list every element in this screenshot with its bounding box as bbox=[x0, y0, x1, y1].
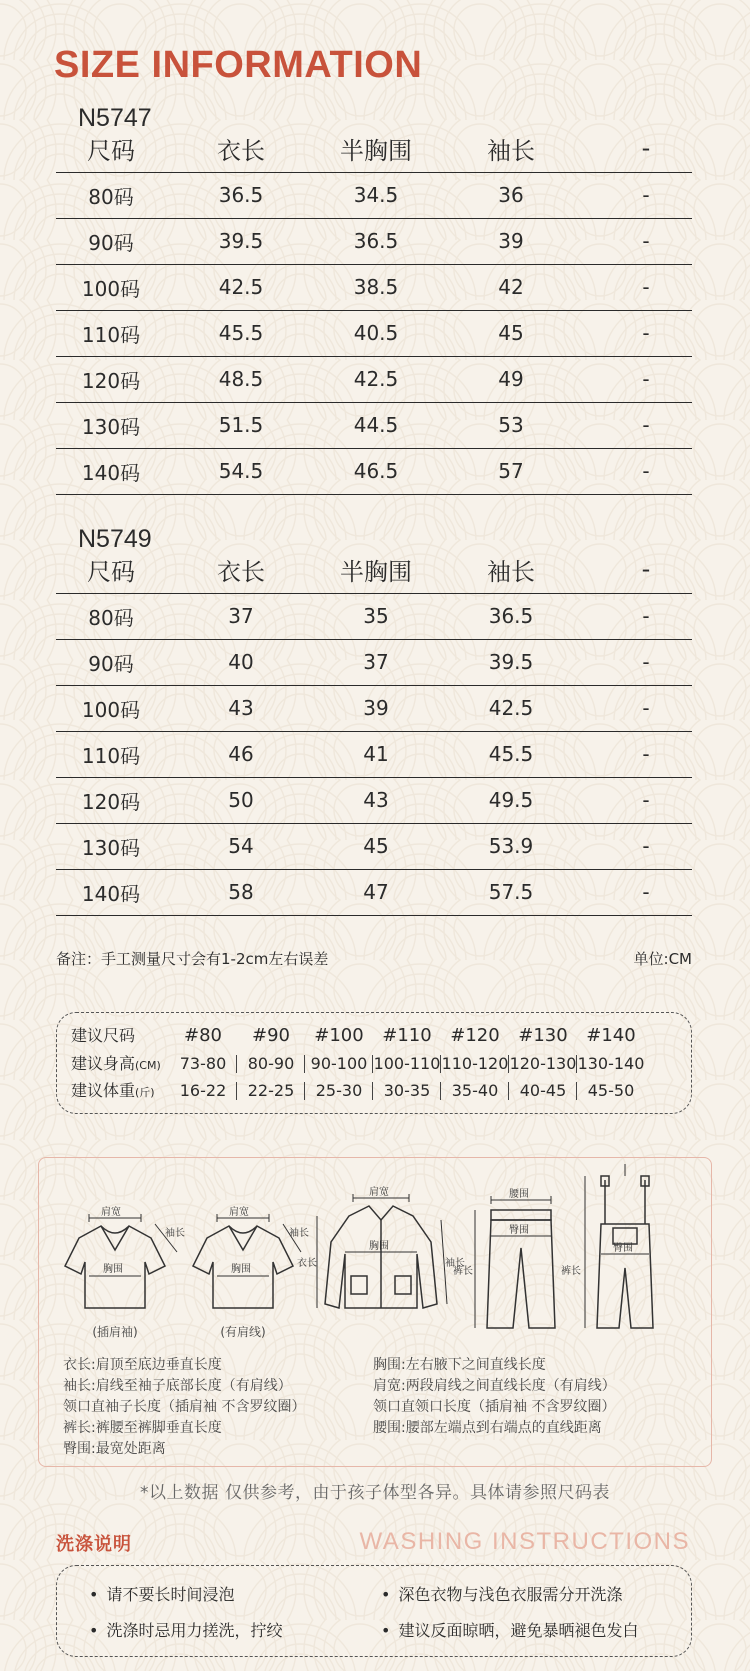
half-chest-cell: 34.5 bbox=[353, 183, 399, 207]
length-label: 衣长 bbox=[297, 1258, 317, 1269]
column-divider bbox=[236, 1055, 237, 1073]
table-row bbox=[56, 823, 692, 870]
height-label-text: 建议身高 bbox=[71, 1054, 136, 1073]
rec-size-row bbox=[57, 1023, 693, 1049]
shoulder-line-tshirt-icon bbox=[193, 1214, 301, 1308]
length-cell: 54.5 bbox=[218, 459, 264, 483]
washing-instructions-box bbox=[56, 1565, 692, 1657]
rec-size-value: #100 bbox=[314, 1025, 364, 1046]
shoulder-label: 肩宽 bbox=[369, 1187, 389, 1198]
extra-cell: - bbox=[642, 459, 650, 483]
half-chest-cell: 43 bbox=[363, 788, 389, 812]
size-cell: 140码 bbox=[81, 460, 141, 485]
length-cell: 39.5 bbox=[218, 229, 264, 253]
rec-size-value: #110 bbox=[382, 1025, 432, 1046]
rec-weight-value: 22-25 bbox=[247, 1081, 295, 1100]
rec-weight-label bbox=[71, 1078, 155, 1104]
size-cell: 110码 bbox=[81, 322, 141, 347]
rec-weight-value: 25-30 bbox=[315, 1081, 363, 1100]
extra-cell: - bbox=[642, 275, 650, 299]
rec-size-value: #80 bbox=[184, 1025, 222, 1046]
size-cell: 100码 bbox=[81, 697, 141, 722]
column-divider bbox=[440, 1055, 441, 1073]
height-unit: (CM) bbox=[135, 1059, 161, 1072]
length-cell: 36.5 bbox=[218, 183, 264, 207]
length-cell: 58 bbox=[228, 880, 254, 904]
half-chest-cell: 47 bbox=[363, 880, 389, 904]
header-length-cell: 衣长 bbox=[217, 136, 265, 165]
shoulder-label: 肩宽 bbox=[229, 1207, 249, 1218]
column-divider bbox=[236, 1082, 237, 1100]
extra-cell: - bbox=[642, 788, 650, 812]
sleeve-cell: 45.5 bbox=[488, 742, 534, 766]
measurement-guide-box bbox=[38, 1157, 712, 1467]
page-title: SIZE INFORMATION bbox=[54, 44, 423, 86]
recommended-size-box bbox=[56, 1012, 692, 1114]
measurement-description: 胸围:左右腋下之间直线长度 bbox=[373, 1357, 546, 1373]
garment-diagrams bbox=[39, 1158, 713, 1348]
sleeve-cell: 39.5 bbox=[488, 650, 534, 674]
rec-weight-row bbox=[57, 1078, 693, 1104]
rec-height-value: 110-120 bbox=[441, 1054, 509, 1073]
pants-length-label: 裤长 bbox=[561, 1266, 581, 1277]
header-length-cell: 衣长 bbox=[217, 557, 265, 586]
extra-cell: - bbox=[642, 696, 650, 720]
half-chest-cell: 37 bbox=[363, 650, 389, 674]
sleeve-cell: 57 bbox=[498, 459, 524, 483]
column-divider bbox=[372, 1082, 373, 1100]
sleeve-cell: 42 bbox=[498, 275, 524, 299]
length-cell: 43 bbox=[228, 696, 254, 720]
rec-size-value: #130 bbox=[518, 1025, 568, 1046]
length-cell: 50 bbox=[228, 788, 254, 812]
table-row bbox=[56, 402, 692, 449]
size-cell: 130码 bbox=[81, 835, 141, 860]
wash-item: • 建议反面晾晒，避免暴晒褪色发白 bbox=[381, 1618, 638, 1641]
half-chest-cell: 46.5 bbox=[353, 459, 399, 483]
table-header-row bbox=[56, 124, 692, 173]
half-chest-cell: 45 bbox=[363, 834, 389, 858]
sleeve-cell: 45 bbox=[498, 321, 524, 345]
rec-size-value: #90 bbox=[252, 1025, 290, 1046]
column-divider bbox=[508, 1055, 509, 1073]
table-row bbox=[56, 448, 692, 495]
table-model-id: N5747 bbox=[78, 104, 152, 132]
sleeve-cell: 49.5 bbox=[488, 788, 534, 812]
size-cell: 110码 bbox=[81, 743, 141, 768]
length-cell: 45.5 bbox=[218, 321, 264, 345]
table-row bbox=[56, 777, 692, 824]
half-chest-cell: 40.5 bbox=[353, 321, 399, 345]
size-cell: 100码 bbox=[81, 276, 141, 301]
extra-cell: - bbox=[642, 880, 650, 904]
table-row bbox=[56, 685, 692, 732]
sleeve-label: 袖长 bbox=[165, 1228, 185, 1239]
column-divider bbox=[576, 1055, 577, 1073]
rec-height-value: 80-90 bbox=[247, 1054, 295, 1073]
column-divider bbox=[304, 1082, 305, 1100]
header-extra-cell: - bbox=[641, 555, 651, 583]
extra-cell: - bbox=[642, 229, 650, 253]
rec-size-label: 建议尺码 bbox=[71, 1026, 136, 1045]
measurement-description: 衣长:肩顶至底边垂直长度 bbox=[63, 1357, 222, 1373]
rec-size-value: #120 bbox=[450, 1025, 500, 1046]
disclaimer: *以上数据 仅供参考，由于孩子体型各异。具体请参照尺码表 bbox=[140, 1483, 610, 1503]
waist-label: 腰围 bbox=[509, 1189, 529, 1200]
weight-label-text: 建议体重 bbox=[71, 1081, 136, 1100]
half-chest-cell: 36.5 bbox=[353, 229, 399, 253]
header-extra-cell: - bbox=[641, 134, 651, 162]
half-chest-cell: 38.5 bbox=[353, 275, 399, 299]
rec-height-row bbox=[57, 1051, 693, 1077]
rec-height-label bbox=[71, 1051, 161, 1077]
rec-size-value: #140 bbox=[586, 1025, 636, 1046]
raglan-tshirt-icon bbox=[65, 1214, 177, 1308]
measurement-description: 肩宽:两段肩线之间直线长度（有肩线） bbox=[373, 1378, 616, 1394]
size-cell: 130码 bbox=[81, 414, 141, 439]
sleeve-cell: 36.5 bbox=[488, 604, 534, 628]
header-size-cell: 尺码 bbox=[87, 136, 135, 165]
half-chest-cell: 42.5 bbox=[353, 367, 399, 391]
extra-cell: - bbox=[642, 742, 650, 766]
size-cell: 120码 bbox=[81, 789, 141, 814]
size-cell: 120码 bbox=[81, 368, 141, 393]
sleeve-cell: 49 bbox=[498, 367, 524, 391]
extra-cell: - bbox=[642, 413, 650, 437]
table-header-row bbox=[56, 545, 692, 594]
length-cell: 46 bbox=[228, 742, 254, 766]
rec-height-value: 90-100 bbox=[310, 1054, 368, 1073]
header-half-chest-cell: 半胸围 bbox=[340, 136, 412, 165]
chest-label: 胸围 bbox=[231, 1264, 251, 1275]
rec-weight-value: 16-22 bbox=[179, 1081, 227, 1100]
header-sleeve-cell: 袖长 bbox=[487, 557, 535, 586]
length-cell: 48.5 bbox=[218, 367, 264, 391]
half-chest-cell: 44.5 bbox=[353, 413, 399, 437]
measurement-description: 领口直袖子长度（插肩袖 不含罗纹圈） bbox=[63, 1399, 306, 1415]
column-divider bbox=[304, 1055, 305, 1073]
measurement-description: 腰围:腰部左端点到右端点的直线距离 bbox=[373, 1420, 602, 1436]
rec-height-value: 120-130 bbox=[509, 1054, 577, 1073]
table-row bbox=[56, 593, 692, 640]
table-row bbox=[56, 172, 692, 219]
wash-item: • 洗涤时忌用力搓洗，拧绞 bbox=[89, 1618, 282, 1641]
table-row bbox=[56, 264, 692, 311]
rec-weight-value: 45-50 bbox=[587, 1081, 635, 1100]
table-row bbox=[56, 731, 692, 778]
length-cell: 40 bbox=[228, 650, 254, 674]
extra-cell: - bbox=[642, 367, 650, 391]
table-row bbox=[56, 310, 692, 357]
column-divider bbox=[440, 1082, 441, 1100]
size-cell: 140码 bbox=[81, 881, 141, 906]
half-chest-cell: 35 bbox=[363, 604, 389, 628]
table-row bbox=[56, 218, 692, 265]
sleeve-label: 袖长 bbox=[289, 1228, 309, 1239]
wash-item: • 请不要长时间浸泡 bbox=[89, 1582, 234, 1605]
header-half-chest-cell: 半胸围 bbox=[340, 557, 412, 586]
size-cell: 90码 bbox=[88, 651, 134, 676]
column-divider bbox=[576, 1082, 577, 1100]
extra-cell: - bbox=[642, 650, 650, 674]
length-cell: 37 bbox=[228, 604, 254, 628]
length-cell: 54 bbox=[228, 834, 254, 858]
header-size-cell: 尺码 bbox=[87, 557, 135, 586]
rec-height-value: 100-110 bbox=[373, 1054, 441, 1073]
rec-weight-value: 40-45 bbox=[519, 1081, 567, 1100]
size-cell: 80码 bbox=[88, 605, 134, 630]
hip-label: 臀围 bbox=[509, 1225, 529, 1236]
sleeve-cell: 53 bbox=[498, 413, 524, 437]
size-table-n5747 bbox=[56, 104, 692, 485]
header-sleeve-cell: 袖长 bbox=[487, 136, 535, 165]
pants-length-label: 裤长 bbox=[453, 1266, 473, 1277]
extra-cell: - bbox=[642, 183, 650, 207]
table-row bbox=[56, 356, 692, 403]
sleeve-cell: 36 bbox=[498, 183, 524, 207]
washing-title-en: WASHING INSTRUCTIONS bbox=[359, 1528, 690, 1555]
rec-height-value: 73-80 bbox=[179, 1054, 227, 1073]
unit-note: 单位:CM bbox=[633, 950, 692, 968]
extra-cell: - bbox=[642, 834, 650, 858]
caption-shoulder-line: (有肩线) bbox=[220, 1325, 266, 1339]
size-cell: 80码 bbox=[88, 184, 134, 209]
wash-item: • 深色衣物与浅色衣服需分开洗涤 bbox=[381, 1582, 622, 1605]
column-divider bbox=[508, 1082, 509, 1100]
table-row bbox=[56, 869, 692, 916]
caption-raglan: (插肩袖) bbox=[92, 1325, 138, 1339]
rec-weight-value: 30-35 bbox=[383, 1081, 431, 1100]
measurement-description: 裤长:裤腰至裤脚垂直长度 bbox=[63, 1420, 222, 1436]
half-chest-cell: 41 bbox=[363, 742, 389, 766]
hip-label: 臀围 bbox=[613, 1243, 633, 1254]
sleeve-cell: 57.5 bbox=[488, 880, 534, 904]
table-model-id: N5749 bbox=[78, 525, 152, 553]
length-cell: 42.5 bbox=[218, 275, 264, 299]
size-cell: 90码 bbox=[88, 230, 134, 255]
measurement-description: 袖长:肩线至袖子底部长度（有肩线） bbox=[63, 1378, 292, 1394]
sleeve-cell: 42.5 bbox=[488, 696, 534, 720]
rec-weight-value: 35-40 bbox=[451, 1081, 499, 1100]
half-chest-cell: 39 bbox=[363, 696, 389, 720]
size-table-n5749 bbox=[56, 525, 692, 906]
chest-label: 胸围 bbox=[103, 1264, 123, 1275]
table-row bbox=[56, 639, 692, 686]
sleeve-cell: 53.9 bbox=[488, 834, 534, 858]
rec-height-value: 130-140 bbox=[577, 1054, 645, 1073]
washing-title-cn: 洗涤说明 bbox=[56, 1534, 132, 1555]
pants-icon bbox=[475, 1196, 555, 1328]
extra-cell: - bbox=[642, 604, 650, 628]
weight-unit: (斤) bbox=[135, 1086, 155, 1099]
measurement-description: 臀围:最宽处距离 bbox=[63, 1441, 166, 1457]
chest-label: 胸围 bbox=[369, 1241, 389, 1252]
measurement-description: 领口直领口长度（插肩袖 不含罗纹圈） bbox=[373, 1399, 616, 1415]
sleeve-label: 袖长 bbox=[445, 1258, 465, 1269]
shoulder-label: 肩宽 bbox=[101, 1207, 121, 1218]
measurement-note: 备注：手工测量尺寸会有1-2cm左右误差 bbox=[56, 950, 329, 968]
column-divider bbox=[372, 1055, 373, 1073]
length-cell: 51.5 bbox=[218, 413, 264, 437]
extra-cell: - bbox=[642, 321, 650, 345]
sleeve-cell: 39 bbox=[498, 229, 524, 253]
